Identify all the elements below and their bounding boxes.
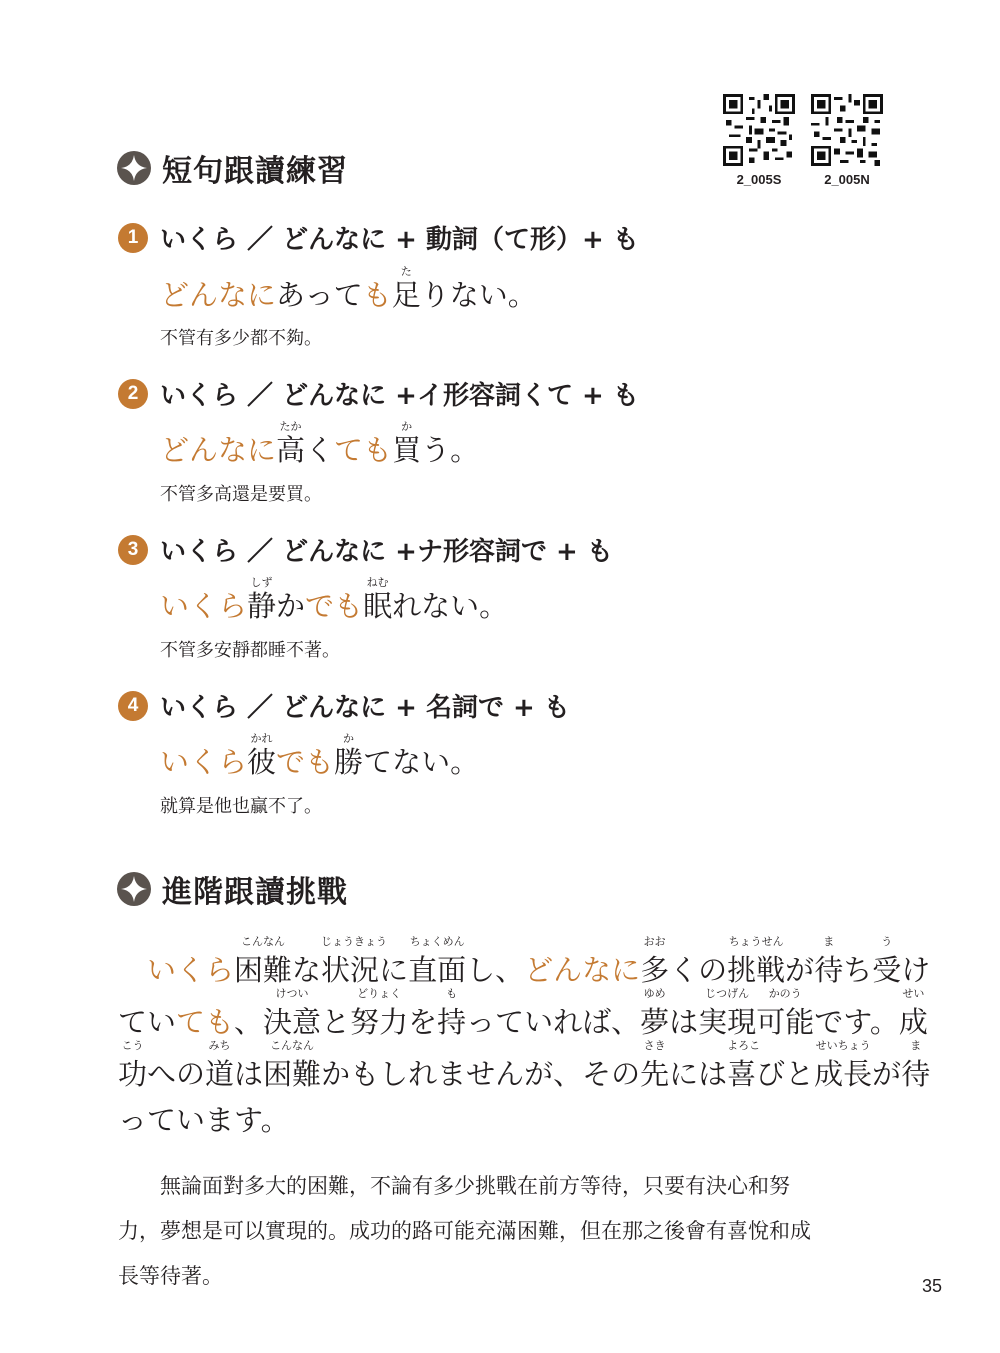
pattern-heading-3 [118, 531, 613, 568]
furigana: か [401, 420, 413, 433]
text: に [379, 953, 409, 987]
grammar-pattern: いくら ／ どんなに + 名詞で + も [160, 693, 570, 723]
kanji-with-furigana [205, 1039, 235, 1093]
furigana: た [400, 265, 412, 278]
highlight: ても [334, 433, 393, 467]
highlight: どんなに [160, 433, 277, 467]
kanji: 眠 [363, 589, 393, 623]
kanji-with-furigana [698, 987, 757, 1041]
furigana: ま [823, 935, 835, 948]
kanji-with-furigana [363, 576, 393, 623]
kanji: 待 [814, 953, 844, 987]
example-sentence-3 [160, 576, 509, 623]
number-badge: 4 [118, 691, 148, 721]
text: と [321, 1005, 351, 1039]
grammar-pattern: いくら ／ どんなに +ナ形容詞で + も [160, 537, 613, 567]
pattern-heading-2 [118, 375, 639, 412]
kanji: 先 [640, 1057, 670, 1091]
qr-code-icon [811, 94, 883, 166]
advanced-translation [118, 1164, 888, 1299]
grammar-pattern: いくら ／ どんなに +イ形容詞くて + も [160, 381, 639, 411]
furigana: ゆめ [643, 987, 666, 1000]
text: です。 [814, 1005, 899, 1039]
advanced-line-3 [118, 1039, 931, 1093]
text: あって [276, 278, 363, 312]
kanji-with-furigana [640, 987, 670, 1041]
kanji-with-furigana [247, 576, 277, 623]
diamond-star-icon [116, 150, 152, 186]
furigana: じょうきょう [321, 935, 388, 948]
furigana: こんなん [270, 1039, 315, 1052]
kanji-with-furigana [276, 420, 306, 467]
text: が [872, 1057, 902, 1091]
kanji: 彼 [247, 745, 277, 779]
number-badge: 1 [118, 223, 148, 253]
furigana: こんなん [241, 935, 286, 948]
text: く [305, 433, 335, 467]
furigana: も [446, 987, 458, 1000]
advanced-line-4 [118, 1098, 888, 1139]
text: れない。 [392, 589, 509, 623]
kanji: 持 [437, 1005, 467, 1039]
section-title: 進階跟讀挑戰 [162, 875, 348, 910]
highlight: いくら [147, 953, 235, 987]
furigana: ねむ [366, 576, 389, 589]
text: には [669, 1057, 728, 1091]
kanji: 成長 [814, 1057, 873, 1091]
kanji: 成 [898, 1005, 928, 1039]
highlight: いくら [160, 589, 248, 623]
translation-3: 不管多安靜都睡不著。 [160, 640, 340, 661]
translation-line: 長等待著。 [118, 1264, 223, 1288]
section-heading-challenge [116, 867, 348, 911]
text: っていれば、 [466, 1005, 641, 1039]
furigana: こう [121, 1039, 144, 1052]
kanji-with-furigana [872, 935, 902, 989]
furigana: どりょく [357, 987, 402, 1000]
text: りない。 [420, 278, 537, 312]
furigana: おお [643, 935, 666, 948]
furigana: かのう [768, 987, 802, 1000]
kanji-with-furigana [118, 1039, 148, 1093]
pattern-heading-1 [118, 219, 639, 256]
kanji-with-furigana [350, 987, 409, 1041]
section-title: 短句跟讀練習 [162, 154, 348, 189]
furigana: たか [279, 420, 302, 433]
highlight: いくら [160, 745, 248, 779]
kanji: 静 [247, 589, 277, 623]
furigana: けつい [275, 987, 309, 1000]
qr-code-icon [723, 94, 795, 166]
furigana: よろこ [727, 1039, 761, 1052]
kanji-with-furigana [814, 935, 844, 989]
translation-2: 不管多高還是要買。 [160, 484, 322, 505]
kanji-with-furigana [263, 1039, 322, 1093]
kanji: 多 [640, 953, 670, 987]
translation-4: 就算是他也贏不了。 [160, 796, 322, 817]
kanji-with-furigana [640, 935, 670, 989]
furigana: ま [910, 1039, 922, 1052]
furigana: せいちょう [815, 1039, 871, 1052]
highlight: でも [276, 745, 335, 779]
text: 、 [234, 1005, 264, 1039]
highlight: でも [305, 589, 364, 623]
kanji-with-furigana [321, 935, 388, 989]
kanji: 買 [392, 433, 422, 467]
kanji: 高 [276, 433, 306, 467]
text: への [147, 1057, 206, 1091]
kanji: 待 [901, 1057, 931, 1091]
advanced-line-1 [118, 935, 931, 989]
text: てい [118, 1005, 177, 1039]
text: ち [843, 953, 873, 987]
text: てない。 [363, 745, 480, 779]
furigana: せい [902, 987, 925, 1000]
kanji: 受 [872, 953, 902, 987]
kanji-with-furigana [247, 732, 277, 779]
text: かもしれませんが、その [321, 1057, 641, 1091]
number-badge: 2 [118, 379, 148, 409]
kanji: 挑戦 [727, 953, 786, 987]
pattern-heading-4 [118, 687, 570, 724]
section-heading-practice [116, 146, 348, 190]
kanji: 夢 [640, 1005, 670, 1039]
kanji: 状況 [321, 953, 380, 987]
kanji-with-furigana [814, 1039, 873, 1093]
kanji: 決意 [263, 1005, 322, 1039]
kanji: 喜 [727, 1057, 757, 1091]
kanji-with-furigana [234, 935, 293, 989]
kanji: 道 [205, 1057, 235, 1091]
text: びと [756, 1057, 815, 1091]
diamond-star-icon [116, 871, 152, 907]
furigana: か [343, 732, 355, 745]
kanji-with-furigana [640, 1039, 670, 1093]
furigana: しず [250, 576, 273, 589]
highlight: ても [176, 1005, 235, 1039]
text: う。 [421, 433, 480, 467]
kanji: 実現 [698, 1005, 757, 1039]
example-sentence-1 [160, 265, 537, 312]
kanji-with-furigana [437, 987, 467, 1041]
kanji-with-furigana [392, 420, 422, 467]
text: っています。 [118, 1103, 290, 1137]
furigana: さき [643, 1039, 666, 1052]
kanji-with-furigana [334, 732, 364, 779]
text: し、 [466, 953, 525, 987]
qr-label: 2_005S [736, 172, 782, 187]
kanji-with-furigana [391, 265, 421, 312]
kanji: 困難 [234, 953, 293, 987]
number-badge: 3 [118, 535, 148, 565]
kanji-with-furigana [727, 935, 786, 989]
qr-code-normal[interactable] [811, 94, 883, 187]
highlight: どんなに [524, 953, 641, 987]
highlight: も [362, 278, 392, 312]
text: くの [669, 953, 728, 987]
kanji-with-furigana [408, 935, 467, 989]
text: を [408, 1005, 438, 1039]
kanji: 足 [391, 278, 421, 312]
text: け [901, 953, 931, 987]
kanji-with-furigana [898, 987, 928, 1041]
kanji-with-furigana [901, 1039, 931, 1093]
translation-1: 不管有多少都不夠。 [160, 328, 322, 349]
text: が [785, 953, 815, 987]
kanji: 努力 [350, 1005, 409, 1039]
kanji: 功 [118, 1057, 148, 1091]
furigana: う [881, 935, 893, 948]
translation-line: 無論面對多大的困難，不論有多少挑戰在前方等待，只要有決心和努 [118, 1174, 790, 1198]
text: は [669, 1005, 699, 1039]
furigana: みち [208, 1039, 231, 1052]
advanced-line-2 [118, 987, 928, 1041]
kanji-with-furigana [756, 987, 815, 1041]
kanji-with-furigana [727, 1039, 761, 1093]
page-number: 35 [921, 1276, 942, 1296]
text: は [234, 1057, 264, 1091]
furigana: じつげん [705, 987, 750, 1000]
highlight: どんなに [160, 278, 277, 312]
qr-code-slow[interactable] [723, 94, 795, 187]
furigana: ちょうせん [728, 935, 784, 948]
example-sentence-4 [160, 732, 480, 779]
translation-line: 力，夢想是可以實現的。成功的路可能充滿困難，但在那之後會有喜悅和成 [118, 1219, 811, 1243]
example-sentence-2 [160, 420, 480, 467]
kanji: 勝 [334, 745, 364, 779]
kanji: 可能 [756, 1005, 815, 1039]
grammar-pattern: いくら ／ どんなに + 動詞（て形）+ も [160, 225, 639, 255]
kanji: 困難 [263, 1057, 322, 1091]
text: か [276, 589, 306, 623]
kanji: 直面 [408, 953, 467, 987]
qr-label: 2_005N [824, 172, 870, 187]
text: な [292, 953, 322, 987]
furigana: かれ [250, 732, 273, 745]
furigana: ちょくめん [409, 935, 465, 948]
kanji-with-furigana [263, 987, 322, 1041]
